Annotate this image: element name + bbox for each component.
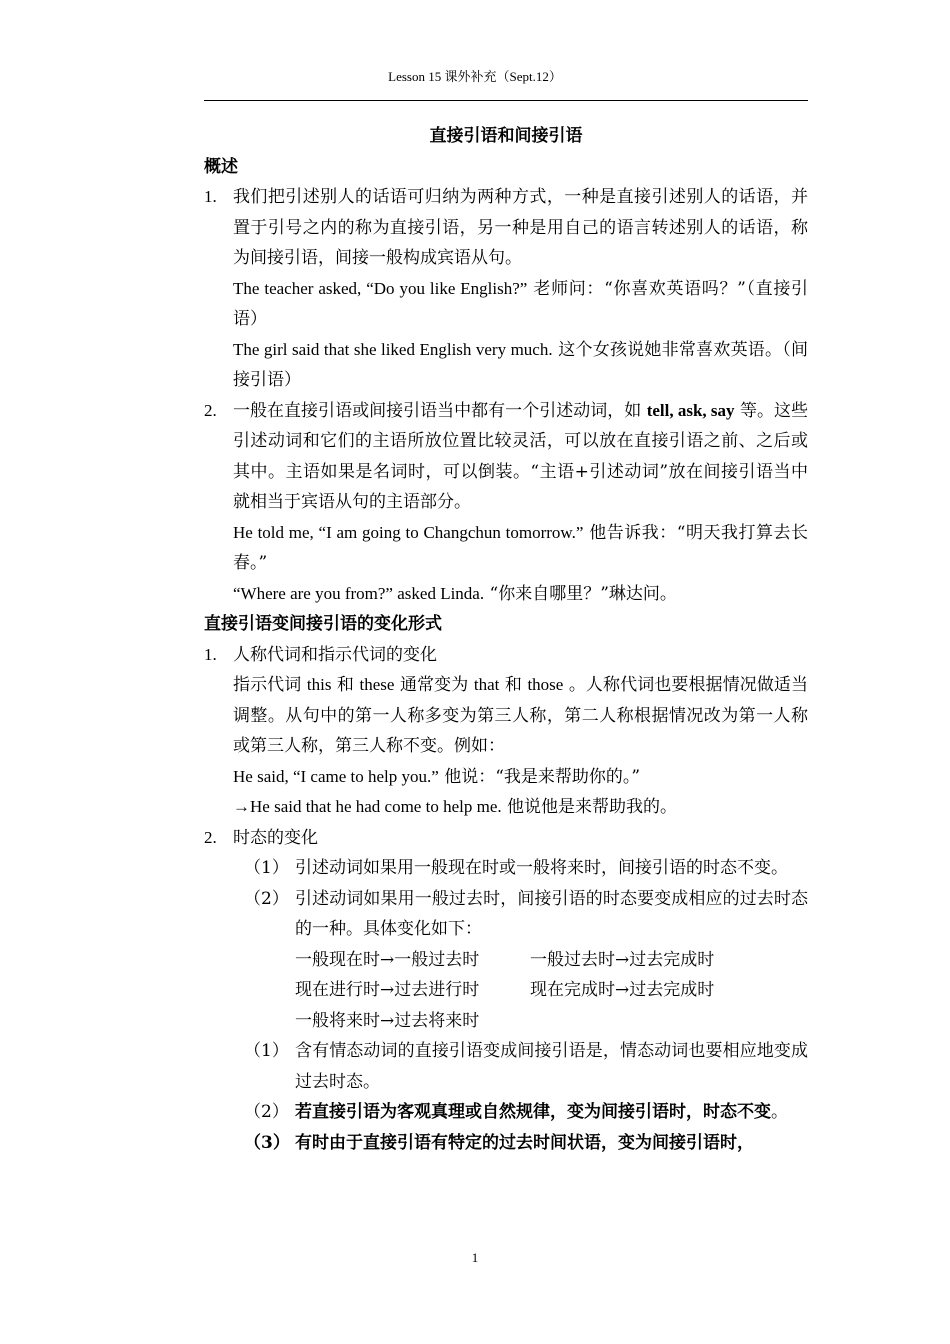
sub-item (204, 1036, 808, 1097)
example-english: “Where are you from?” asked Linda. (233, 583, 485, 603)
item-text: 我们把引述别人的话语可归纳为两种方式，一种是直接引述别人的话语，并置于引号之内的称为直接引语，另一种是用自己的语言转述别人的话语，称为间接引语，间接一般构成宾语从句。 (233, 187, 808, 268)
item-number: 1. (204, 644, 217, 664)
item-title: 时态的变化 (233, 827, 318, 848)
document-body (204, 121, 808, 1158)
sub-item-text: 引述动词如果用一般现在时或一般将来时，间接引语的时态不变。 (295, 858, 788, 878)
list-item (204, 182, 808, 396)
item-number: 1. (204, 187, 217, 206)
example-sentence (233, 792, 808, 823)
pronoun-those: those (527, 675, 564, 694)
example-chinese: “你来自哪里？”琳达问。 (484, 583, 677, 604)
item-text-part: 。人称代词也要根据情况做适当调整。从句中的第一人称多变为第三人称，第二人称根据情况改为第一人称或第三人称，第三人称不变。例如： (233, 675, 809, 756)
sub-item-text: 引述动词如果用一般过去时，间接引语的时态要变成相应的过去时态的一种。具体变化如下： (295, 888, 808, 939)
list-item (204, 823, 808, 854)
tense-shift-row (295, 1006, 808, 1037)
sub-item-text: 有时由于直接引语有特定的过去时间状语，变为间接引语时， (295, 1132, 754, 1153)
item-text-part: 指示代词 (233, 675, 307, 695)
example-sentence (233, 274, 808, 335)
example-chinese: 他说：“我是来帮助你的。” (438, 766, 641, 787)
example-chinese: 他告诉我：“明天我打算去长春。” (233, 522, 808, 573)
header-rule (204, 100, 808, 101)
sub-item (204, 853, 808, 884)
item-text (233, 670, 808, 762)
sub-item (204, 884, 808, 1037)
tense-shift: 一般现在时→一般过去时 (295, 949, 480, 970)
example-english: The girl said that she liked English very much. (233, 339, 553, 359)
sub-item-text-tail: 。 (771, 1102, 788, 1122)
item-text-part: 等。这些引述动词和它们的主语所放位置比较灵活，可以放在直接引语之前、之后或其中。主语如果是名词时，可以倒装。“主语+引述动词”放在间接引语当中就相当于宾语从句的主语部分。 (233, 400, 809, 512)
item-number: 2. (204, 827, 217, 847)
example-english: →He said that he had come to help me. (233, 797, 502, 816)
list-item (204, 640, 808, 823)
document-title: 直接引语和间接引语 (429, 126, 583, 146)
sub-item-text: 含有情态动词的直接引语变成间接引语是，情态动词也要相应地变成过去时态。 (295, 1041, 808, 1092)
example-chinese: 这个女孩说她非常喜欢英语。（间接引语） (233, 339, 808, 390)
reporting-verbs: tell, ask, say (646, 400, 735, 420)
item-text-part: 和 (331, 675, 360, 695)
item-text-part: 和 (499, 675, 528, 695)
example-chinese: 他说他是来帮助我的。 (501, 797, 678, 817)
example-english: He said, “I came to help you.” (233, 766, 439, 786)
pronoun-that: that (473, 675, 500, 694)
example-chinese: 老师问：“你喜欢英语吗？”（直接引语） (233, 278, 808, 329)
example-sentence (233, 762, 808, 793)
page-header: Lesson 15 课外补充（Sept.12） (388, 69, 562, 84)
list-item (204, 396, 808, 610)
pronoun-these: these (359, 675, 395, 694)
sub-item (204, 1128, 808, 1159)
sub-item-number: （1） (244, 858, 289, 878)
item-text-part: 通常变为 (394, 675, 474, 695)
tense-shift: 一般将来时→过去将来时 (295, 1010, 480, 1031)
sub-item-text-bold: 若直接引语为客观真理或自然规律，变为间接引语时，时态不变 (295, 1102, 771, 1122)
tense-shift: 现在进行时→过去进行时 (295, 980, 480, 1000)
section-heading-overview: 概述 (204, 156, 238, 177)
item-title: 人称代词和指示代词的变化 (233, 644, 437, 665)
tense-shift-row (295, 945, 808, 976)
example-english: The teacher asked, “Do you like English?” (233, 278, 528, 298)
sub-item-number: （2） (244, 1102, 289, 1122)
sub-item-number: （1） (244, 1041, 289, 1061)
example-sentence (233, 518, 808, 579)
tense-shift-row (295, 975, 808, 1006)
example-sentence (233, 579, 808, 610)
tense-shift: 现在完成时→过去完成时 (530, 980, 715, 1000)
item-text (233, 396, 808, 518)
example-sentence (233, 335, 808, 396)
item-number: 2. (204, 400, 217, 420)
section-heading-changes: 直接引语变间接引语的变化形式 (204, 614, 442, 634)
example-english: He told me, “I am going to Changchun tomorrow.” (233, 522, 584, 542)
page-number: 1 (471, 1250, 479, 1265)
sub-item-text (295, 1097, 808, 1128)
sub-item-number: （2） (244, 888, 289, 909)
sub-item-number: （3） (244, 1132, 290, 1153)
item-text-part: 一般在直接引语或间接引语当中都有一个引述动词，如 (233, 400, 647, 421)
tense-shift: 一般过去时→过去完成时 (530, 949, 715, 970)
sub-item (204, 1097, 808, 1128)
pronoun-this: this (306, 675, 332, 694)
